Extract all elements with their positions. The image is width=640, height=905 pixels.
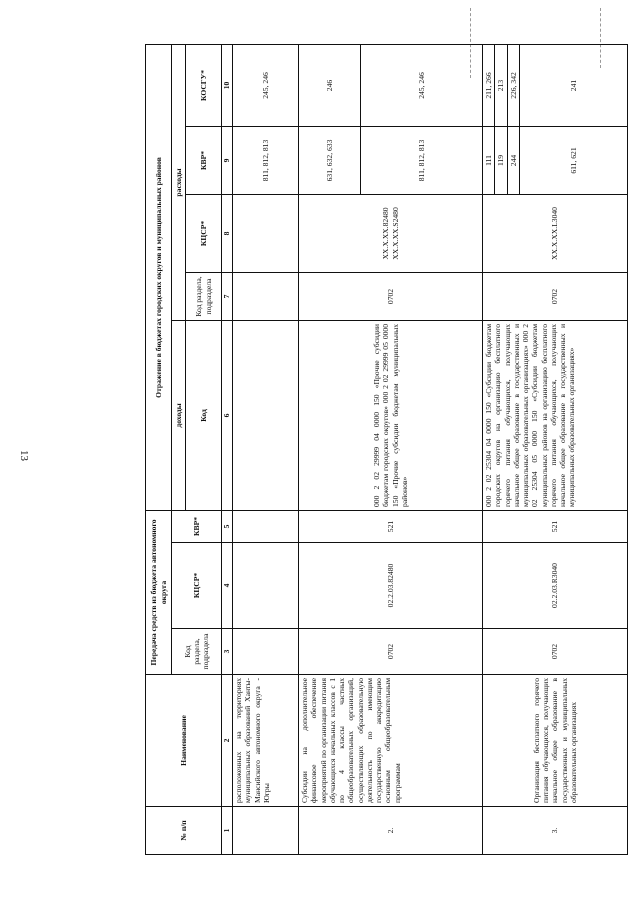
col-index: 10 bbox=[222, 44, 233, 126]
col-index: 3 bbox=[222, 629, 233, 675]
row-kvr bbox=[233, 510, 299, 542]
header-section-code-alt: Код раздела, подраздела bbox=[186, 272, 222, 320]
row-kvr: 521 bbox=[299, 510, 483, 542]
header-income-group: доходы bbox=[172, 320, 186, 510]
budget-classification-table bbox=[145, 44, 628, 855]
kvr-item: 111 bbox=[483, 127, 495, 194]
row-kvr-2: 811, 812, 813 bbox=[233, 126, 299, 194]
col-index: 6 bbox=[222, 320, 233, 510]
row-kosgu: 241 bbox=[519, 44, 627, 126]
row-kcsr: 02.2.03.82480 bbox=[299, 543, 483, 629]
table-row bbox=[233, 44, 299, 854]
header-num: № п/п bbox=[146, 807, 222, 855]
row-kcsr-2: XX.X.XX.L3040 bbox=[483, 194, 628, 272]
kvr-item: 119 bbox=[495, 127, 507, 194]
kosgu-item: 226, 342 bbox=[508, 72, 518, 99]
row-num: 3. bbox=[483, 807, 628, 855]
header-kvr: КВР* bbox=[172, 510, 222, 542]
row-income-code: 000 2 02 29999 04 0000 150 «Прочие субсидии бюджетам городских округов» 000 2 02 29999 05 0000 150 «Прочие субсидии бюджетам муниципальных районов» bbox=[299, 320, 483, 510]
column-index-row bbox=[222, 44, 233, 854]
header-code: Код bbox=[186, 320, 222, 510]
table-row bbox=[483, 44, 520, 854]
header-reflection-group: Отражение в бюджетах городских округов и муниципальных районов bbox=[146, 44, 172, 510]
row-kcsr-2: XX.X.XX.82480 XX.X.XX.S2480 bbox=[299, 194, 483, 272]
row-name: расположенных на территориях муниципальных образований Ханты-Мансийского автономного округа - Югры bbox=[233, 675, 299, 807]
row-kosgu: 245, 246 bbox=[233, 44, 299, 126]
col-index: 9 bbox=[222, 126, 233, 194]
row-section-2 bbox=[233, 272, 299, 320]
row-income-code: 000 2 02 25304 04 0000 150 «Субсидии бюджетам городских округов на организацию бесплатного горячего питания обучающихся, получающих начальное общее образование в государственных и муниципальных образовательных организациях» 000 2 02 25304 05 0000 150 «Субсидии бюджетам муниципальных районов на организацию бесплатного горячего питания обучающихся, получающих начальное общее образование в государственных и муниципальных образовательных организациях» bbox=[483, 320, 628, 510]
row-section: 0702 bbox=[483, 629, 628, 675]
col-index: 4 bbox=[222, 543, 233, 629]
kosgu-item: 213 bbox=[495, 45, 507, 126]
header-kosgu: КОСГУ* bbox=[186, 44, 222, 126]
row-income-code bbox=[233, 320, 299, 510]
row-kosgu-list bbox=[483, 44, 520, 126]
header-kcsr: КЦСР* bbox=[172, 543, 222, 629]
row-section-2: 0702 bbox=[483, 272, 628, 320]
row-kvr-2: 631, 632, 633 bbox=[299, 126, 361, 194]
col-index: 7 bbox=[222, 272, 233, 320]
page-number: 13 bbox=[18, 450, 30, 461]
header-expense-group: расходы bbox=[172, 44, 186, 320]
row-section-2: 0702 bbox=[299, 272, 483, 320]
header-kcsr-2: КЦСР* bbox=[186, 194, 222, 272]
col-index: 8 bbox=[222, 194, 233, 272]
row-num: 2. bbox=[299, 807, 483, 855]
row-name: Субсидии на дополнительное финансовое обеспечение мероприятий по организации питания обучающихся начальных классов с 1 по 4 классы частных общеобразовательных организаций, осуществляющих образовательную деятельность по имеющим государственную аккредитацию основным общеобразовательным программам bbox=[299, 675, 483, 807]
header-kvr-2: КВР* bbox=[186, 126, 222, 194]
row-kvr-2: 611, 621 bbox=[519, 126, 627, 194]
header-transfer-group: Передача средств из бюджета автономного округа bbox=[146, 510, 172, 674]
row-num bbox=[233, 807, 299, 855]
table-row bbox=[299, 44, 361, 854]
row-section bbox=[233, 629, 299, 675]
row-name: Организация бесплатного горячего питания обучающихся, получающих начальное общее образование в государственных и муниципальных образовательных организациях bbox=[483, 675, 628, 807]
col-index: 2 bbox=[222, 675, 233, 807]
row-kosgu: 245, 246 bbox=[361, 44, 483, 126]
kvr-item: 244 bbox=[508, 154, 518, 167]
row-kvr-2: 811, 812, 813 bbox=[361, 126, 483, 194]
row-kcsr-2 bbox=[233, 194, 299, 272]
kosgu-item: 211, 266 bbox=[483, 45, 495, 126]
col-index: 1 bbox=[222, 807, 233, 855]
row-kvr-2-list bbox=[483, 126, 520, 194]
row-kvr: 521 bbox=[483, 510, 628, 542]
row-kcsr: 02.2.03.R3040 bbox=[483, 543, 628, 629]
header-section-code: Код раздела, подраздела bbox=[172, 629, 222, 675]
col-index: 5 bbox=[222, 510, 233, 542]
header-name: Наименование bbox=[146, 675, 222, 807]
rotated-table-container bbox=[145, 45, 615, 855]
row-section: 0702 bbox=[299, 629, 483, 675]
row-kcsr bbox=[233, 543, 299, 629]
row-kosgu: 246 bbox=[299, 44, 361, 126]
